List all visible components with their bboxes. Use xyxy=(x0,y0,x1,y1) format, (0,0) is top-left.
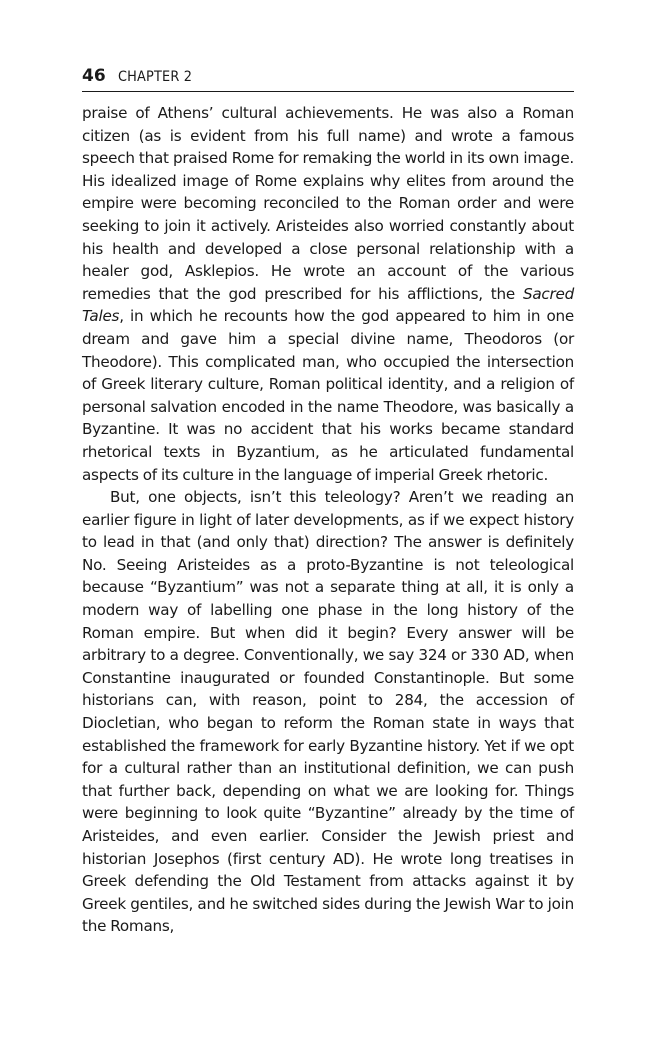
book-title-sacred-tales: Sacred Tales xyxy=(82,284,574,326)
chapter-label: CHAPTER 2 xyxy=(117,69,192,85)
paragraph-1 xyxy=(82,102,574,486)
paragraph-1-text-b: , in which he recounts how the god appeared to him in one dream and gave him a special divine name, Theodoros (or Theodore). This complicated man, who occupied the intersection of Greek literary culture, Roman political identity, and a religion of personal salvation encoded in the name Theodore, was basically a Byzantine. It was no accident that his works became standard rhetorical texts in Byzantium, as he articulated fundamental aspects of its culture in the language of imperial Greek rhetoric. xyxy=(82,307,574,484)
book-page xyxy=(82,66,574,938)
paragraph-2: But, one objects, isn’t this teleology? Aren’t we reading an earlier figure in light of later developments, as if we expect history to lead in that (and only that) direction? The answer is definitely No. Seeing Aristeides as a proto-Byzantine is not teleological because “Byzantium” was not a separate thing at all, it is only a modern way of labelling one phase in the long history of the Roman empire. But when did it begin? Every answer will be arbitrary to a degree. Conventionally, we say 324 or 330 AD, when Constantine inaugurated or founded Constantinople. But some historians can, with reason, point to 284, the accession of Diocletian, who began to reform the Roman state in ways that established the framework for early Byzantine history. Yet if we opt for a cultural rather than an institutional definition, we can push that further back, depending on what we are looking for. Things were beginning to look quite “Byzantine” already by the time of Aristeides, and even earlier. Consider the Jewish priest and historian Josephos (first century AD). He wrote long treatises in Greek defending the Old Testament from attacks against it by Greek gentiles, and he switched sides during the Jewish War to join the Romans, xyxy=(82,488,574,936)
running-head xyxy=(82,66,574,92)
body-text xyxy=(82,102,574,938)
paragraph-1-text-a: praise of Athens’ cultural achievements. He was also a Roman citizen (as is evident from his full name) and wrote a famous speech that praised Rome for remaking the world in its own image. His idealized image of Rome explains why elites from around the empire were becoming reconciled to the Roman order and were seeking to join it actively. Aristeides also worried constantly about his health and developed a close personal relationship with a healer god, Asklepios. He wrote an account of the various remedies that the god prescribed for his afflictions, the xyxy=(82,104,574,303)
page-number: 46 xyxy=(82,66,106,86)
